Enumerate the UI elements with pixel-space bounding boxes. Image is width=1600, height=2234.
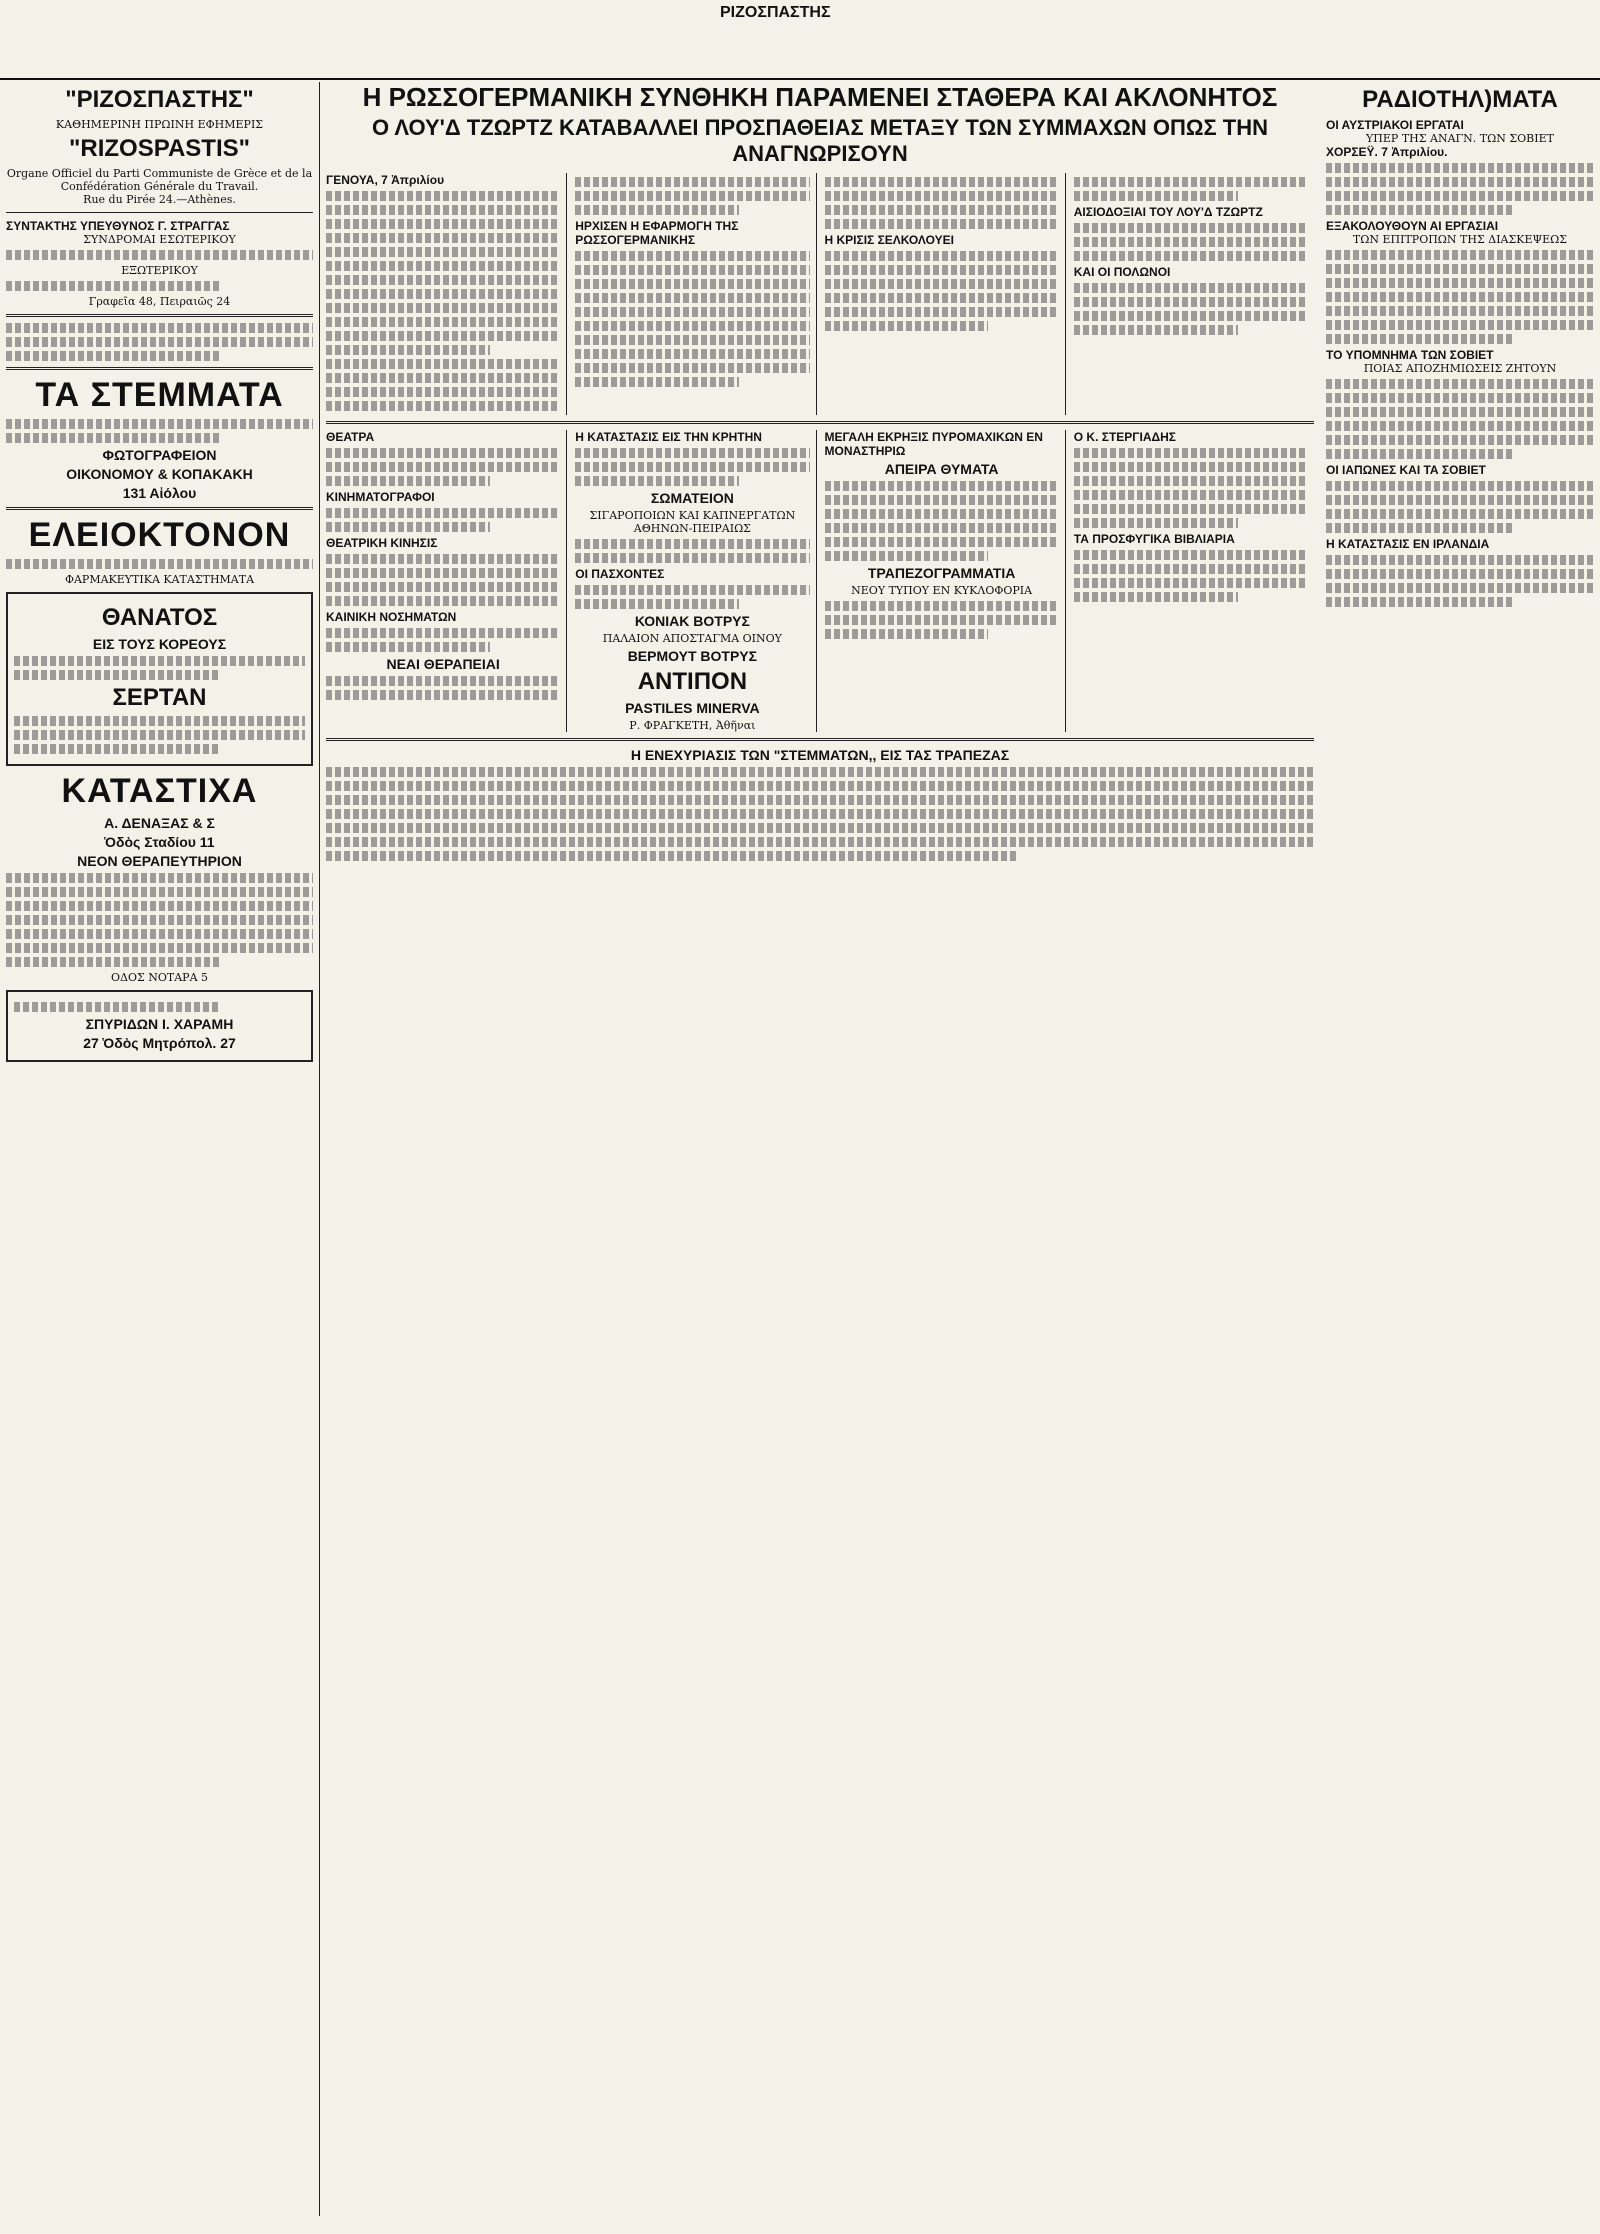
banknotes-sub: ΝΕΟΥ ΤΥΠΟΥ ΕΝ ΚΥΚΛΟΦΟΡΙΑ xyxy=(851,584,1033,597)
page-running-title: ΡΙΖΟΣΠΑΣΤΗΣ xyxy=(720,4,831,21)
paper-organ: Organe Officiel du Parti Communiste de Grèce et de la Confédération Générale du Travail. xyxy=(6,167,313,193)
austrian-workers: ΟΙ ΑΥΣΤΡΙΑΚΟΙ ΕΡΓΑΤΑΙ xyxy=(1326,118,1464,132)
headline-main: Η ΡΩΣΣΟΓΕΡΜΑΝΙΚΗ ΣΥΝΘΗΚΗ ΠΑΡΑΜΕΝΕΙ ΣΤΑΘΕΡΑ ΚΑΙ ΑΚΛΟΝΗΤΟΣ xyxy=(362,82,1278,112)
vermouth-ad: ΒΕΡΜΟΥΤ ΒΟΤΡΥΣ xyxy=(627,648,758,664)
editor: ΣΥΝΤΑΚΤΗΣ ΥΠΕΥΘΥΝΟΣ Γ. ΣΤΡΑΓΓΑΣ xyxy=(6,219,230,233)
sufferers: ΟΙ ΠΑΣΧΟΝΤΕΣ xyxy=(575,567,665,581)
paper-address: Rue du Pirée 24.—Athènes. xyxy=(83,193,236,206)
ad-studio-address: 131 Αἰόλου xyxy=(122,485,197,501)
cognac-ad: ΚΟΝΙΑΚ ΒΟΤΡΥΣ xyxy=(634,613,750,629)
victims: ΑΠΕΙΡΑ ΘΥΜΑΤΑ xyxy=(884,461,999,477)
soviet-memorandum-sub: ΠΟΙΑΣ ΑΠΟΖΗΜΙΩΣΕΙΣ ΖΗΤΟΥΝ xyxy=(1363,362,1557,375)
cognac-sub: ΠΑΛΑΙΟΝ ΑΠΟΣΤΑΓΜΑ ΟΙΝΟΥ xyxy=(602,632,782,645)
subs-abroad: ΕΞΩΤΕΡΙΚΟΥ xyxy=(121,264,198,277)
crete-situation: Η ΚΑΤΑΣΤΑΣΙΣ ΕΙΣ ΤΗΝ ΚΡΗΤΗΝ xyxy=(575,430,762,444)
subs-lines xyxy=(6,250,313,260)
japanese-soviets: ΟΙ ΙΑΠΩΝΕΣ ΚΑΙ ΤΑ ΣΟΒΙΕΤ xyxy=(1326,463,1486,477)
theatres: ΘΕΑΤΡΑ xyxy=(326,430,375,444)
pharmacy: Ρ. ΦΡΑΓΚΕΤΗ, Ἀθῆναι xyxy=(629,719,756,732)
paper-name: "ΡΙΖΟΣΠΑΣΤΗΣ" xyxy=(65,86,254,113)
guild: ΣΩΜΑΤΕΙΟΝ xyxy=(650,490,734,506)
section-poles: ΚΑΙ ΟΙ ΠΟΛΩΝΟΙ xyxy=(1073,265,1171,279)
subs-title: ΣΥΝΔΡΟΜΑΙ ΕΣΩΤΕΡΙΚΟΥ xyxy=(83,233,236,246)
ad-pharmacies: ΦΑΡΜΑΚΕΥΤΙΚΑ ΚΑΤΑΣΤΗΜΑΤΑ xyxy=(64,573,255,586)
ad-death-box xyxy=(6,592,313,766)
ad-death-title: ΘΑΝΑΤΟΣ xyxy=(101,604,218,631)
new-therapies: ΝΕΑΙ ΘΕΡΑΠΕΙΑΙ xyxy=(386,656,500,672)
cinemas: ΚΙΝΗΜΑΤΟΓΡΑΦΟΙ xyxy=(326,490,435,504)
section-optimism: ΑΙΣΙΟΔΟΞΙΑΙ ΤΟΥ ΛΟΥ'Δ ΤΖΩΡΤΖ xyxy=(1073,205,1263,219)
committee-work: ΕΞΑΚΟΛΟΥΘΟΥΝ ΑΙ ΕΡΓΑΣΙΑΙ xyxy=(1326,219,1499,233)
ad-doctor-address: 27 Ὁδὸς Μητρόπολ. 27 xyxy=(83,1035,236,1051)
right-column xyxy=(1320,82,1600,2216)
section-crisis: Η ΚΡΙΣΙΣ ΣΕΛΚΟΛΟΥΕΙ xyxy=(824,233,954,247)
ad-studio: ΦΩΤΟΓΡΑΦΕΙΟΝ xyxy=(102,447,217,463)
refugee-books: ΤΑ ΠΡΟΣΦΥΓΙΚΑ ΒΙΒΛΙΑΡΙΑ xyxy=(1073,532,1235,546)
top-article xyxy=(326,173,1314,415)
new-disease: ΚΑΙΝΙΚΗ ΝΟΣΗΜΑΤΩΝ xyxy=(326,610,457,624)
ad-therapeuterion: ΝΕΟΝ ΘΕΡΑΠΕΥΤΗΡΙΟΝ xyxy=(77,853,242,869)
ad-katastixa-name: Α. ΔΕΝΑΞΑΣ & Σ xyxy=(104,815,215,831)
ad-stemmata: ΤΑ ΣΤΕΜΜΑΤΑ xyxy=(35,376,284,414)
stergiadis: Ο Κ. ΣΤΕΡΓΙΑΔΗΣ xyxy=(1073,430,1176,444)
headline-secondary: Ο ΛΟΥ'Δ ΤΖΩΡΤΖ ΚΑΤΑΒΑΛΛΕΙ ΠΡΟΣΠΑΘΕΙΑΣ ΜΕΤΑΞΥ ΤΩΝ ΣΥΜΜΑΧΩΝ ΟΠΩΣ ΤΗΝ ΑΝΑΓΝΩΡΙΣΟΥΝ xyxy=(371,115,1269,166)
main-column xyxy=(320,82,1320,2216)
ad-katastixa: ΚΑΤΑΣΤΙΧΑ xyxy=(61,772,258,810)
theatre-news: ΘΕΑΤΡΙΚΗ ΚΙΝΗΣΙΣ xyxy=(326,536,438,550)
lower-articles xyxy=(326,430,1314,732)
austrian-workers-sub: ΥΠΕΡ ΤΗΣ ΑΝΑΓΝ. ΤΩΝ ΣΟΒΙΕΤ xyxy=(1366,132,1554,145)
ad-death-sub: ΕΙΣ ΤΟΥΣ ΚΟΡΕΟΥΣ xyxy=(92,636,227,652)
offices: Γραφεῖα 48, Πειραιῶς 24 xyxy=(88,295,231,308)
ad-elaioktonon: ΕΛΕΙΟΚΤΟΝΟΝ xyxy=(28,516,291,554)
committee-work-sub: ΤΩΝ ΕΠΙΤΡΟΠΩΝ ΤΗΣ ΔΙΑΣΚΕΨΕΩΣ xyxy=(1352,233,1568,246)
left-column xyxy=(0,82,320,2216)
guild-sub: ΣΙΓΑΡΟΠΟΙΩΝ ΚΑΙ ΚΑΠΝΕΡΓΑΤΩΝ ΑΘΗΝΩΝ-ΠΕΙΡΑΙΩΣ xyxy=(589,509,796,535)
ad-sertan: ΣΕΡΤΑΝ xyxy=(112,684,207,711)
ad-studio-name: ΟΙΚΟΝΟΜΟΥ & ΚΟΠΑΚΑΚΗ xyxy=(66,466,253,482)
masthead xyxy=(0,0,1600,80)
section-application: ΗΡΧΙΣΕΝ Η ΕΦΑΡΜΟΓΗ ΤΗΣ ΡΩΣΣΟΓΕΡΜΑΝΙΚΗΣ xyxy=(575,219,739,247)
ad-katastixa-address: Ὁδὸς Σταδίου 11 xyxy=(104,834,215,850)
dateline-genoa: ΓΕΝΟΥΑ, 7 Ἀπριλίου xyxy=(326,173,445,187)
subs-lines-2 xyxy=(6,281,221,291)
dateline-horsey: ΧΟΡΣΕΫ. 7 Ἀπριλίου. xyxy=(1326,145,1448,159)
ireland-situation: Η ΚΑΤΑΣΤΑΣΙΣ ΕΝ ΙΡΛΑΝΔΙΑ xyxy=(1326,537,1490,551)
paper-latin-name: "RIZOSPASTIS" xyxy=(69,135,250,162)
banknotes: ΤΡΑΠΕΖΟΓΡΑΜΜΑΤΙΑ xyxy=(867,565,1016,581)
paper-subtitle: ΚΑΘΗΜΕΡΙΝΗ ΠΡΩΙΝΗ ΕΦΗΜΕΡΙΣ xyxy=(55,118,264,131)
ad-doctor-name: ΣΠΥΡΙΔΩΝ Ι. ΧΑΡΑΜΗ xyxy=(85,1016,234,1032)
antipon-ad: ΑΝΤΙΠΟΝ xyxy=(637,668,748,695)
explosion-headline: ΜΕΓΑΛΗ ΕΚΡΗΞΙΣ ΠΥΡΟΜΑΧΙΚΩΝ ΕΝ ΜΟΝΑΣΤΗΡΙΩ xyxy=(824,430,1043,458)
bottom-headline: Η ΕΝΕΧΥΡΙΑΣΙΣ ΤΩΝ "ΣΤΕΜΜΑΤΩΝ,, ΕΙΣ ΤΑΣ ΤΡΑΠΕΖΑΣ xyxy=(630,747,1010,763)
soviet-memorandum: ΤΟ ΥΠΟΜΝΗΜΑ ΤΩΝ ΣΟΒΙΕΤ xyxy=(1326,348,1494,362)
radio-header: ΡΑΔΙΟΤΗΛ)ΜΑΤΑ xyxy=(1362,86,1558,113)
ad-ophthalmic-box xyxy=(6,990,313,1062)
ad-therapeuterion-address: ΟΔΟΣ ΝΟΤΑΡΑ 5 xyxy=(110,971,209,984)
pastiles-ad: PASTILES MINERVA xyxy=(625,700,760,716)
